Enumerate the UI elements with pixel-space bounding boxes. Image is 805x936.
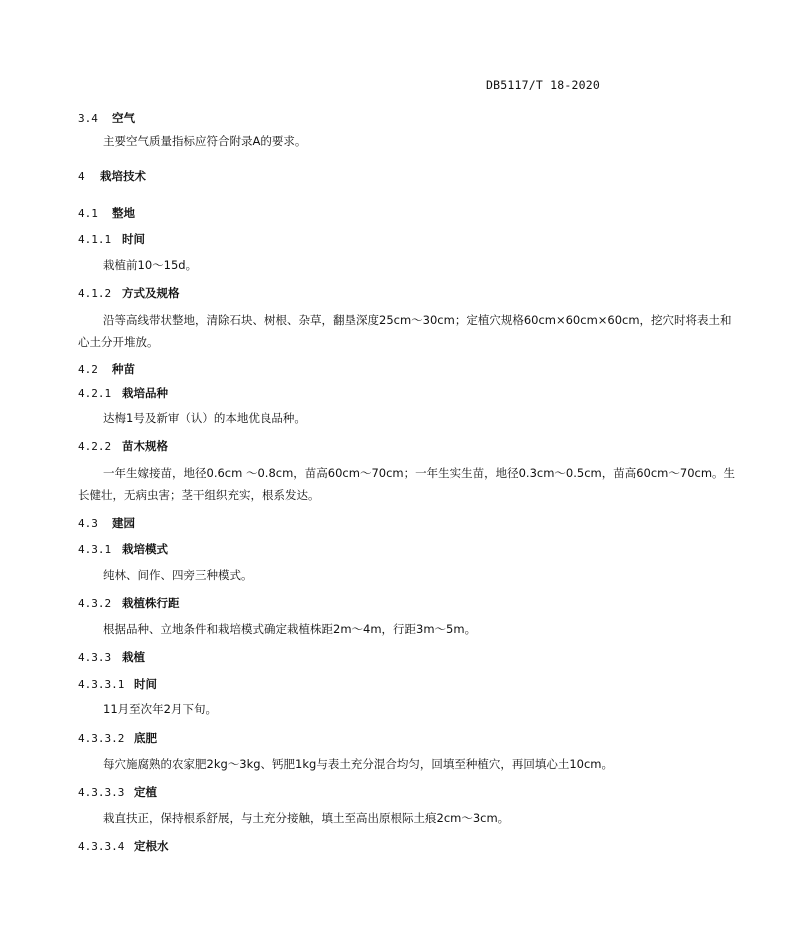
section-title: 建园 — [112, 516, 135, 530]
section-number: 4.2.2 — [78, 440, 112, 453]
section-title: 定植 — [134, 785, 157, 799]
heading-4-3 — [78, 515, 740, 531]
section-number: 4.3.3.1 — [78, 678, 125, 691]
heading-4-1 — [78, 205, 740, 221]
paragraph: 达梅1号及新审（认）的本地优良品种。 — [103, 411, 306, 425]
heading-4-3-3-1 — [78, 676, 740, 692]
section-title: 整地 — [112, 206, 135, 220]
section-number: 4.1 — [78, 207, 98, 220]
section-number: 4.1.1 — [78, 233, 112, 246]
section-number: 3.4 — [78, 112, 98, 125]
section-title: 栽培模式 — [122, 542, 168, 556]
section-title: 栽植 — [122, 650, 145, 664]
section-title: 时间 — [122, 232, 145, 246]
heading-4-1-2 — [78, 285, 740, 301]
heading-4-2 — [78, 361, 740, 377]
section-title: 苗木规格 — [122, 439, 168, 453]
paragraph: 沿等高线带状整地，清除石块、树根、杂草，翻垦深度25cm～30cm；定植穴规格60cm×60cm×60cm，挖穴时将表土和心土分开堆放。 — [78, 313, 732, 349]
section-number: 4.3.3.3 — [78, 786, 125, 799]
document-id: DB5117/T 18-2020 — [486, 78, 600, 92]
section-number: 4.3.3 — [78, 651, 112, 664]
section-number: 4.2.1 — [78, 387, 112, 400]
section-title: 时间 — [134, 677, 157, 691]
section-title: 栽培品种 — [122, 386, 168, 400]
paragraph: 栽直扶正，保持根系舒展，与土充分接触，填土至高出原根际土痕2cm～3cm。 — [103, 811, 510, 825]
heading-4-2-1 — [78, 385, 740, 401]
section-title: 底肥 — [134, 731, 157, 745]
section-title: 栽培技术 — [100, 169, 146, 183]
section-number: 4.3.3.4 — [78, 840, 125, 853]
section-title: 栽植株行距 — [122, 596, 180, 610]
section-number: 4.1.2 — [78, 287, 112, 300]
heading-4-3-3-3 — [78, 784, 740, 800]
section-title: 方式及规格 — [122, 286, 180, 300]
section-number: 4.2 — [78, 363, 98, 376]
heading-4-1-1 — [78, 231, 740, 247]
heading-4-3-3 — [78, 649, 740, 665]
section-number: 4.3.3.2 — [78, 732, 125, 745]
heading-4 — [78, 168, 740, 184]
heading-3-4 — [78, 110, 740, 126]
paragraph: 主要空气质量指标应符合附录A的要求。 — [103, 134, 307, 148]
paragraph: 栽植前10～15d。 — [103, 258, 198, 272]
section-number: 4.3.1 — [78, 543, 112, 556]
heading-4-2-2 — [78, 438, 740, 454]
section-title: 种苗 — [112, 362, 135, 376]
section-title: 空气 — [112, 111, 135, 125]
paragraph: 每穴施腐熟的农家肥2kg～3kg、钙肥1kg与表土充分混合均匀，回填至种植穴，再回填心土10cm。 — [103, 757, 613, 771]
paragraph: 根据品种、立地条件和栽培模式确定栽植株距2m～4m，行距3m～5m。 — [103, 622, 477, 636]
section-title: 定根水 — [134, 839, 169, 853]
section-number: 4.3 — [78, 517, 98, 530]
section-number: 4 — [78, 170, 85, 183]
paragraph: 11月至次年2月下旬。 — [103, 702, 217, 716]
section-number: 4.3.2 — [78, 597, 112, 610]
paragraph: 一年生嫁接苗，地径0.6cm ～0.8cm，苗高60cm～70cm；一年生实生苗，地径0.3cm～0.5cm，苗高60cm～70cm。生长健壮，无病虫害；茎干组织充实，根系发达。 — [78, 466, 736, 502]
heading-4-3-3-4 — [78, 838, 740, 854]
heading-4-3-1 — [78, 541, 740, 557]
heading-4-3-2 — [78, 595, 740, 611]
heading-4-3-3-2 — [78, 730, 740, 746]
paragraph: 纯林、间作、四旁三种模式。 — [103, 568, 253, 582]
